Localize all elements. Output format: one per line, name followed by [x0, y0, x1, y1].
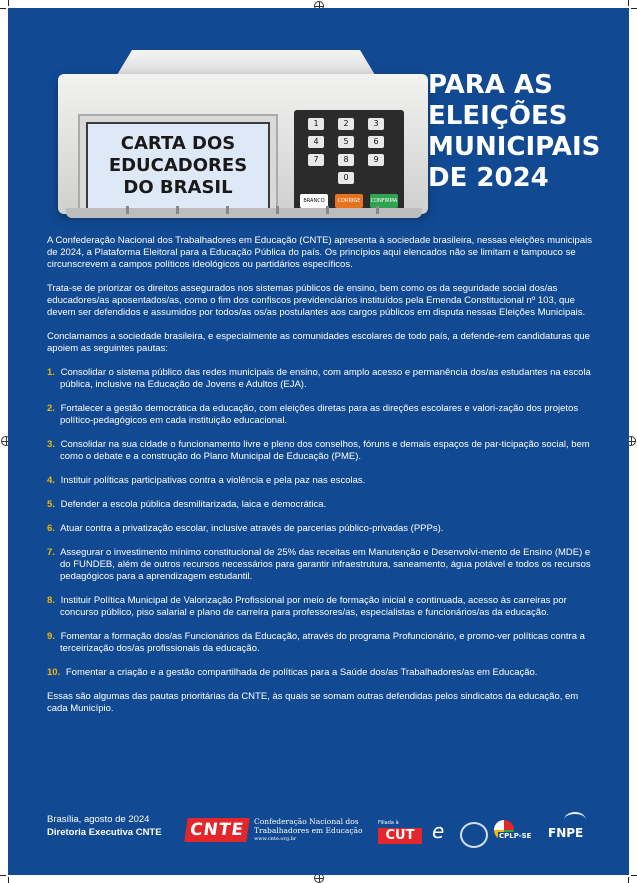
key-8: 8 — [338, 154, 354, 166]
fnpe-logo: FNPE — [548, 826, 584, 840]
item-number: 5. — [47, 499, 55, 510]
signature-block — [47, 813, 162, 839]
headline: PARA AS ELEIÇÕES MUNICIPAIS DE 2024 — [428, 70, 601, 193]
vent — [176, 206, 179, 214]
cut-logo: CUT — [378, 828, 422, 844]
ballot-keypad — [294, 110, 404, 218]
item-number: 10. — [47, 667, 61, 678]
item-text: Consolidar o sistema público das redes municipais de ensino, com amplo acesso e permanência dos/as estudantes na escola pública, inclusive na Educação de Jovens e Adultos (EJA). — [60, 367, 591, 390]
item-text: Assegurar o investimento mínimo constitucional de 25% das receitas em Manutenção e Desenvolvi-mento de Ensino (MDE) e do FUNDEB, além de outros recursos necessários para garantir infraestrutura, saneamento, água potável e todos os recursos pedagógicos para a aprendizagem estudantil. — [60, 547, 591, 582]
cplp-logo — [494, 820, 536, 844]
key-7: 7 — [308, 154, 324, 166]
intro-paragraph: Conclamamos a sociedade brasileira, e especialmente as comunidades escolares de todo país, a defende-rem candidaturas que apoiem as seguintes pautas: — [47, 331, 590, 354]
item-number: 7. — [47, 547, 55, 558]
ballot-machine-base — [66, 208, 422, 218]
ballot-machine-screen-frame — [78, 114, 278, 218]
item-number: 9. — [47, 631, 55, 642]
ei-logo: e — [432, 819, 445, 843]
list-item — [47, 439, 592, 463]
list-item — [47, 499, 592, 511]
item-number: 2. — [47, 403, 55, 414]
cnte-name-line: Confederação Nacional dos — [254, 817, 359, 826]
key-corrige: CORRIGE — [335, 194, 363, 208]
intro-paragraph: Trata-se de priorizar os direitos assegurados nos sistemas públicos de ensino, bem como os da seguridade social dos/as educadores/as aposentados/as, como o fim dos confiscos previdenciários instituídos pela Emenda Constitucional nº 103, que devem ser defendidos e assumidos por todos/as os/as postulantes aos cargos públicos em disputa nessas Eleições Municipais. — [47, 283, 586, 318]
item-text: Defender a escola pública desmilitarizada, laica e democrática. — [60, 499, 327, 510]
key-confirma: CONFIRMA — [370, 194, 398, 208]
list-item — [47, 631, 592, 655]
key-9: 9 — [368, 154, 384, 166]
key-1: 1 — [308, 118, 324, 130]
item-number: 4. — [47, 475, 55, 486]
partner-logos — [186, 812, 616, 852]
cut-affiliation: Filiada à — [378, 820, 399, 826]
ballot-machine-screen — [86, 122, 270, 210]
item-text: Consolidar na sua cidade o funcionamento livre e pleno dos conselhos, fóruns e demais espaços de par-ticipação social, bem como o debate e a construção do Plano Municipal de Educação (PME). — [60, 439, 590, 462]
ballot-machine-illustration — [56, 48, 430, 220]
item-text: Instituir políticas participativas contra a violência e pela paz nas escolas. — [60, 475, 366, 486]
place-date: Brasília, agosto de 2024 — [47, 814, 150, 825]
list-item — [47, 475, 592, 487]
item-text: Atuar contra a privatização escolar, inclusive através de parcerias público-privadas (PPPs). — [60, 523, 444, 534]
item-number: 3. — [47, 439, 55, 450]
key-2: 2 — [338, 118, 354, 130]
list-item — [47, 367, 592, 391]
key-5: 5 — [338, 136, 354, 148]
item-text: Fortalecer a gestão democrática da educação, com eleições diretas para as direções escolares e valori-zação dos projetos político-pedagógicos em cada instituição educacional. — [60, 403, 579, 426]
ballot-machine-body — [58, 74, 428, 214]
item-text: Instituir Política Municipal de Valorização Profissional por meio de formação inicial e continuada, acesso às carreiras por concurso público, piso salarial e plano de carreira para professores/as, especialistas e funcionários/as da educação. — [60, 595, 567, 618]
vent — [126, 206, 129, 214]
key-4: 4 — [308, 136, 324, 148]
intro-paragraph: A Confederação Nacional dos Trabalhadores em Educação (CNTE) apresenta à sociedade brasileira, nessas eleições municipais de 2024, a Plataforma Eleitoral para a Educação Pública do país. Os princípios aqui elencados não se limitam e tampouco se circunscrevem a campos políticos ideológicos ou partidários específicos. — [47, 235, 592, 270]
key-3: 3 — [368, 118, 384, 130]
item-text: Fomentar a criação e a gestão compartilhada de políticas para a Saúde dos/as Trabalhadores/as em Educação. — [65, 667, 538, 678]
key-6: 6 — [368, 136, 384, 148]
letter-title: CARTA DOS EDUCADORES DO BRASIL — [108, 133, 248, 198]
list-item — [47, 667, 592, 679]
vent — [326, 206, 329, 214]
cnte-name — [254, 818, 363, 844]
signature-author: Diretoria Executiva CNTE — [47, 827, 162, 838]
item-text: Fomentar a formação dos/as Funcionários da Educação, através do programa Profuncionário, e promo-ver políticas contra a terceirização dos/as profissionais da educação. — [60, 631, 585, 654]
key-0: 0 — [338, 172, 354, 184]
letter-body — [47, 235, 592, 727]
list-item — [47, 403, 592, 427]
vent — [376, 206, 379, 214]
item-number: 1. — [47, 367, 55, 378]
list-item — [47, 595, 592, 619]
csa-logo-icon — [460, 822, 488, 848]
key-branco: BRANCO — [300, 194, 328, 208]
item-number: 8. — [47, 595, 55, 606]
cnte-logo: CNTE — [184, 818, 249, 842]
cnte-url: www.cnte.org.br — [254, 836, 297, 842]
list-item — [47, 523, 592, 535]
flyer-page — [8, 8, 629, 875]
list-item — [47, 547, 592, 583]
cnte-name-line: Trabalhadores em Educação — [254, 825, 363, 835]
vent — [226, 206, 229, 214]
item-number: 6. — [47, 523, 55, 534]
cplp-text: CPLP-SE — [499, 832, 532, 840]
vent — [276, 206, 279, 214]
closing-paragraph: Essas são algumas das pautas prioritárias da CNTE, às quais se somam outras defendidas pelos sindicatos da educação, em cada Município. — [47, 691, 579, 714]
